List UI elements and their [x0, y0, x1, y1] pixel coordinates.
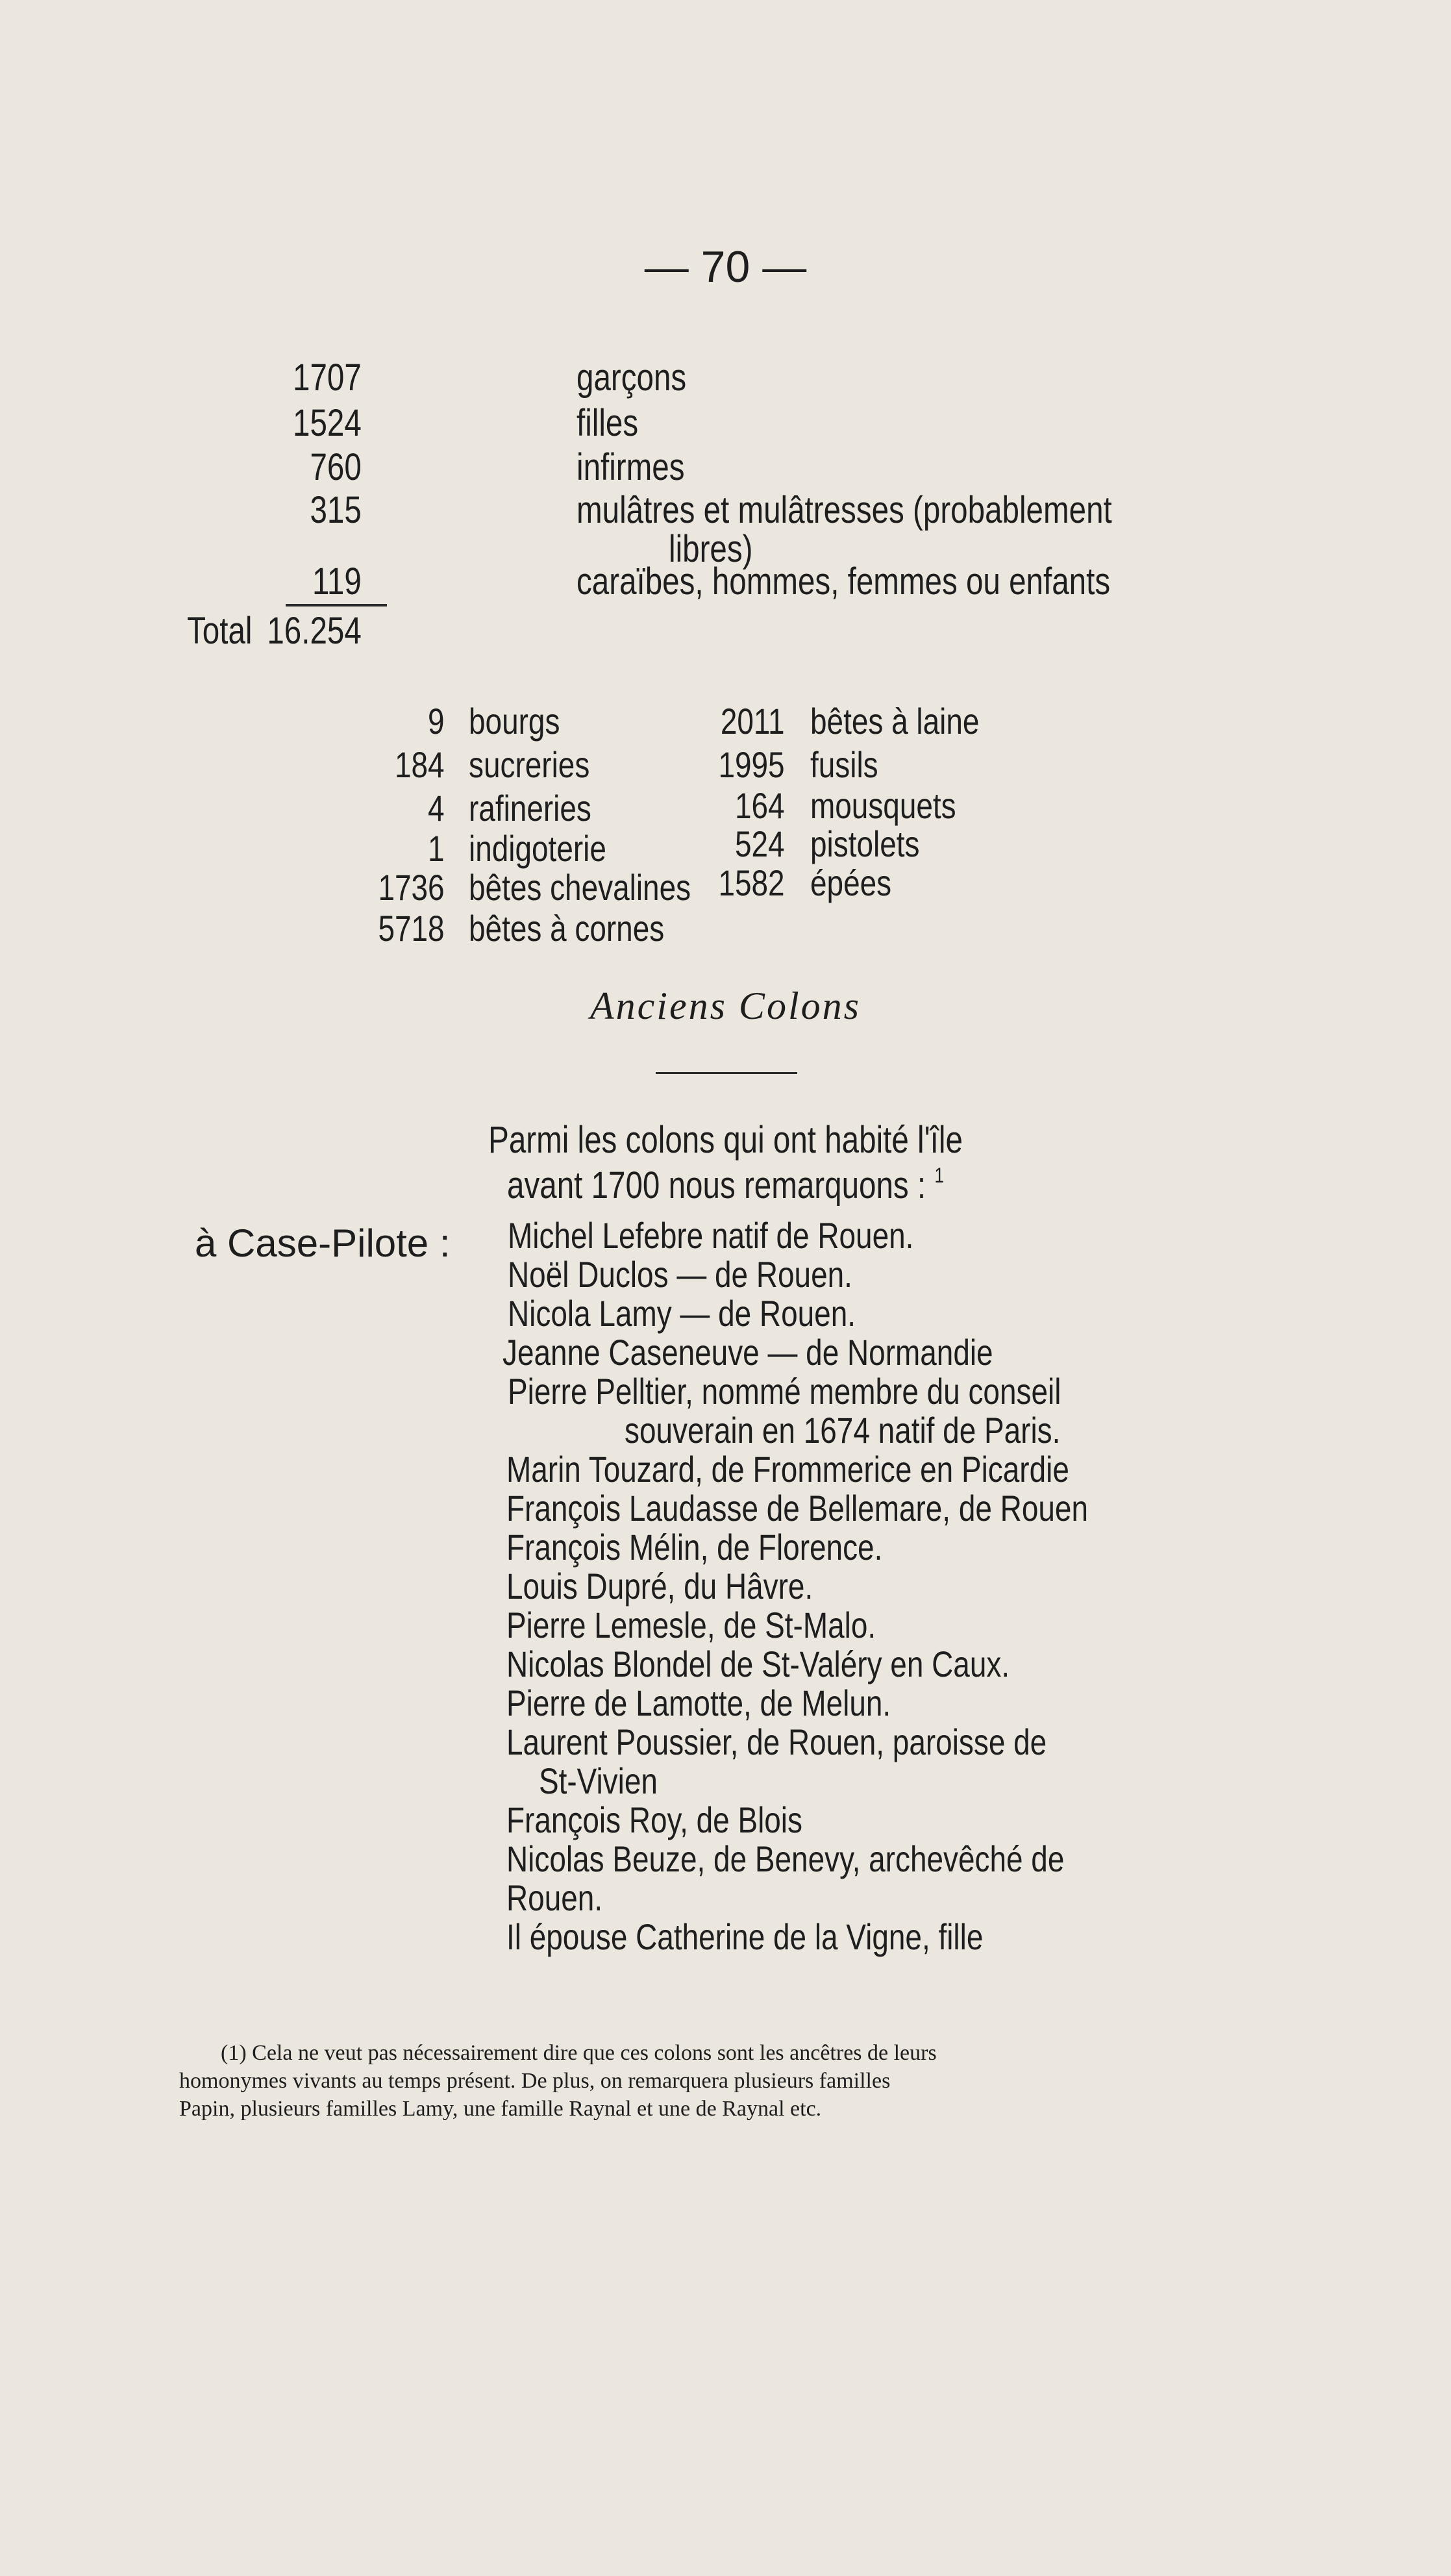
colonist-entry: Noël Duclos — de Rouen. — [508, 1254, 852, 1295]
population-count: 1707 — [292, 356, 362, 399]
stat-label: indigoterie — [469, 828, 606, 869]
colonist-entry: Nicolas Blondel de St-Valéry en Caux. — [506, 1644, 1010, 1684]
stat-number: 1 — [428, 828, 445, 869]
heading-rule — [656, 1072, 797, 1074]
colonist-entry-continued: St-Vivien — [539, 1760, 658, 1801]
intro-line: Parmi les colons qui ont habité l'île — [488, 1119, 963, 1161]
colonist-entry: Laurent Poussier, de Rouen, paroisse de — [506, 1721, 1047, 1762]
stat-number: 2011 — [720, 701, 785, 742]
colonist-entry: Pierre Lemesle, de St-Malo. — [506, 1605, 876, 1645]
population-label-continued: libres) — [669, 528, 753, 570]
population-count: 315 — [310, 489, 362, 531]
stat-label: bêtes à laine — [810, 701, 980, 742]
colonist-entry-continued: souverain en 1674 natif de Paris. — [625, 1410, 1061, 1451]
population-label: caraïbes, hommes, femmes ou enfants — [577, 560, 1111, 603]
stat-number: 1995 — [718, 744, 785, 785]
colonist-entry: Pierre de Lamotte, de Melun. — [506, 1682, 891, 1723]
total-label: Total — [187, 610, 253, 652]
intro-line: avant 1700 nous remarquons : $^1$ — [507, 1164, 944, 1207]
total-value: 16.254 — [267, 610, 362, 652]
section-heading: Anciens Colons — [590, 984, 861, 1027]
stat-number: 184 — [394, 744, 445, 785]
colonist-entry: Michel Lefebre natif de Rouen. — [508, 1215, 914, 1256]
colonist-entry: Marin Touzard, de Frommerice en Picardie — [506, 1449, 1069, 1490]
colonist-entry: François Mélin, de Florence. — [506, 1527, 883, 1568]
stat-label: mousquets — [810, 785, 956, 826]
stat-label: fusils — [810, 744, 878, 785]
colonist-entry: Il épouse Catherine de la Vigne, fille — [506, 1916, 984, 1957]
stat-number: 1582 — [718, 862, 785, 903]
stat-number: 5718 — [378, 908, 445, 949]
colonist-entry-continued: Rouen. — [506, 1877, 603, 1918]
footnote-line: (1) Cela ne veut pas nécessairement dire que ces colons sont les ancêtres de leurs — [221, 2041, 937, 2065]
colonist-entry: Nicolas Beuze, de Benevy, archevêché de — [506, 1838, 1065, 1879]
population-label: garçons — [577, 356, 687, 399]
colonist-entry: Nicola Lamy — de Rouen. — [508, 1293, 856, 1334]
stat-label: bourgs — [469, 701, 560, 742]
place-label: à Case-Pilote : — [195, 1221, 451, 1265]
stat-label: bêtes à cornes — [469, 908, 665, 949]
colonist-entry: Jeanne Caseneuve — de Normandie — [502, 1332, 993, 1373]
colonist-entry: Louis Dupré, du Hâvre. — [506, 1566, 813, 1607]
colonist-entry: François Roy, de Blois — [506, 1799, 802, 1840]
population-count: 119 — [312, 560, 362, 603]
stat-number: 4 — [428, 788, 445, 829]
stat-label: bêtes chevalines — [469, 867, 691, 908]
colonist-entry: François Laudasse de Bellemare, de Rouen — [506, 1488, 1088, 1529]
stat-number: 164 — [734, 785, 785, 826]
population-label: mulâtres et mulâtresses (probablement — [577, 489, 1112, 531]
population-label: filles — [577, 402, 639, 444]
footnote-line: homonymes vivants au temps présent. De plus, on remarquera plusieurs familles — [179, 2069, 891, 2093]
stat-label: rafineries — [469, 788, 591, 829]
stat-label: pistolets — [810, 823, 920, 864]
footnote-line: Papin, plusieurs familles Lamy, une famille Raynal et une de Raynal etc. — [179, 2097, 822, 2121]
stat-number: 524 — [734, 823, 785, 864]
total-rule — [286, 604, 387, 606]
page-number: — 70 — — [644, 242, 807, 292]
stat-label: sucreries — [469, 744, 590, 785]
population-label: infirmes — [577, 446, 685, 488]
population-count: 1524 — [292, 402, 362, 444]
colonist-entry: Pierre Pelltier, nommé membre du conseil — [508, 1371, 1061, 1412]
population-count: 760 — [310, 446, 362, 488]
footnote-marker: 1 — [934, 1164, 944, 1187]
stat-number: 9 — [428, 701, 445, 742]
stat-label: épées — [810, 862, 892, 903]
stat-number: 1736 — [378, 867, 445, 908]
